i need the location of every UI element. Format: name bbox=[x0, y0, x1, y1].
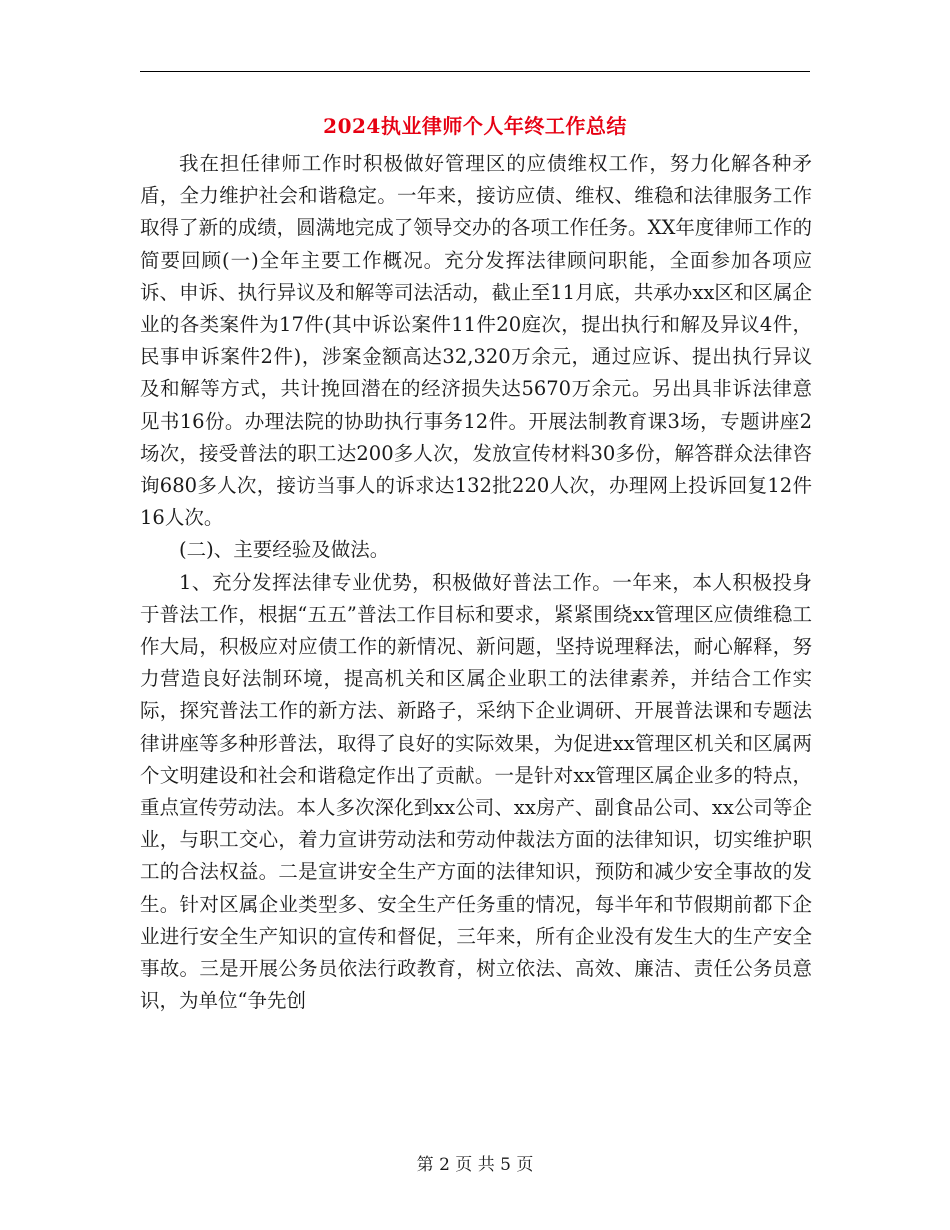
header-rule bbox=[140, 71, 810, 72]
paragraph-work-overview: 我在担任律师工作时积极做好管理区的应债维权工作，努力化解各种矛盾，全力维护社会和谐稳定。一年来，接访应债、维权、维稳和法律服务工作取得了新的成绩，圆满地完成了领导交办的各项工作任务。XX年度律师工作的简要回顾(一)全年主要工作概况。充分发挥法律顾问职能，全面参加各项应诉、申诉、执行异议及和解等司法活动，截止至11月底，共承办xx区和区属企业的各类案件为17件(其中诉讼案件11件20庭次，提出执行和解及异议4件，民事申诉案件2件)，涉案金额高达32,320万余元，通过应诉、提出执行异议及和解等方式，共计挽回潜在的经济损失达5670万余元。另出具非诉法律意见书16份。办理法院的协助执行事务12件。开展法制教育课3场，专题讲座2场次，接受普法的职工达200多人次，发放宣传材料30多份，解答群众法律咨询680多人次，接访当事人的诉求达132批220人次，办理网上投诉回复12件16人次。 bbox=[140, 152, 812, 530]
paragraph-legal-education: 1、充分发挥法律专业优势，积极做好普法工作。一年来，本人积极投身于普法工作，根据“五五”普法工作目标和要求，紧紧围绕xx管理区应债维稳工作大局，积极应对应债工作的新情况、新问题，坚持说理释法，耐心解释，努力营造良好法制环境，提高机关和区属企业职工的法律素养，并结合工作实际，探究普法工作的新方法、新路子，采纳下企业调研、开展普法课和专题法律讲座等多种形普法，取得了良好的实际效果，为促进xx管理区机关和区属两个文明建设和社会和谐稳定作出了贡献。一是针对xx管理区属企业多的特点，重点宣传劳动法。本人多次深化到xx公司、xx房产、副食品公司、xx公司等企业，与职工交心，着力宣讲劳动法和劳动仲裁法方面的法律知识，切实维护职工的合法权益。二是宣讲安全生产方面的法律知识，预防和减少安全事故的发生。针对区属企业类型多、安全生产任务重的情况，每半年和节假期前都下企业进行安全生产知识的宣传和督促，三年来，所有企业没有发生大的生产安全事故。三是开展公务员依法行政教育，树立依法、高效、廉洁、责任公务员意识，为单位“争先创 bbox=[140, 570, 812, 1013]
document-title: 2024执业律师个人年终工作总结 bbox=[323, 114, 627, 138]
document-body bbox=[140, 148, 812, 1017]
page-number: 第 2 页 共 5 页 bbox=[416, 1155, 534, 1175]
paragraph-section-heading: (二)、主要经验及做法。 bbox=[179, 538, 390, 562]
